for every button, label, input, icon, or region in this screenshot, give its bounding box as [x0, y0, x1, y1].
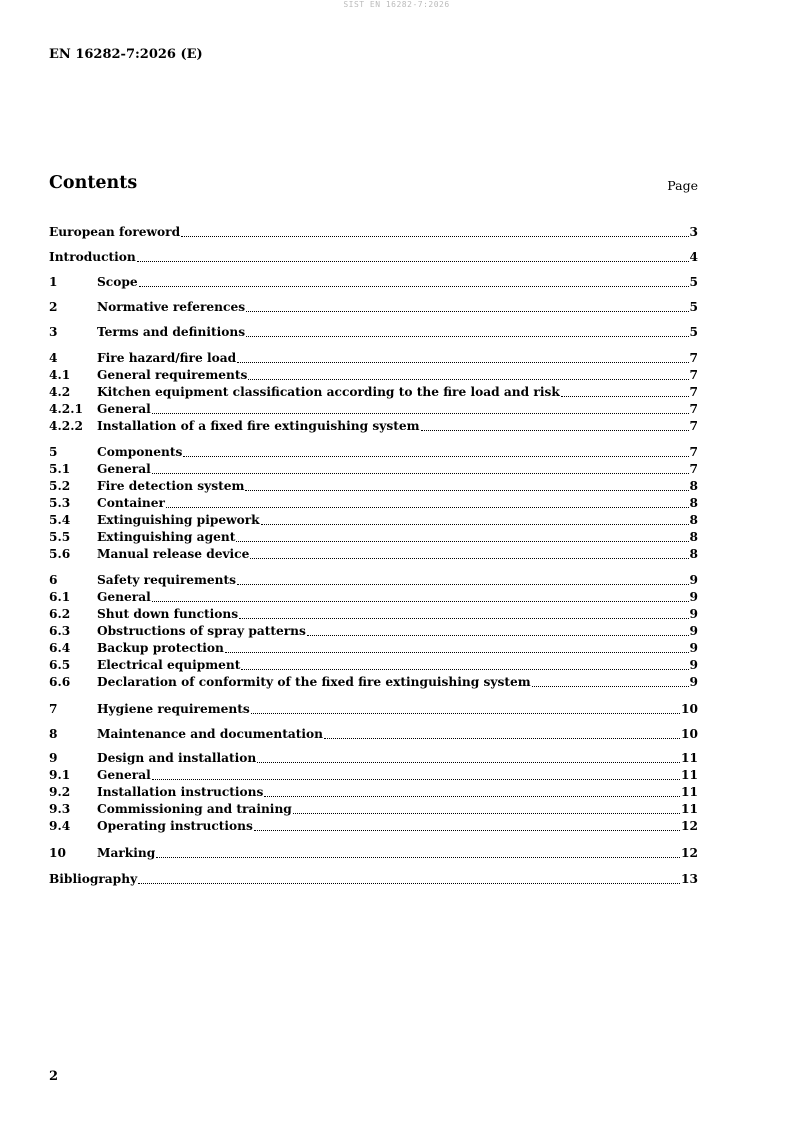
- toc-entry-page: 8: [689, 547, 698, 561]
- toc-entry-page: 7: [689, 351, 698, 365]
- toc-entry-page: 11: [681, 785, 698, 799]
- toc-entry-title: Shut down functions: [97, 607, 239, 621]
- toc-entry-title: Introduction: [49, 250, 136, 264]
- toc-entry-number: 8: [49, 727, 58, 741]
- toc-entry[interactable]: [49, 784, 698, 801]
- toc-entry-number: 6.2: [49, 607, 71, 621]
- toc-entry[interactable]: [49, 701, 698, 718]
- toc-entry[interactable]: [49, 384, 698, 401]
- dot-leader: [324, 737, 680, 739]
- toc-entry-number: 9.1: [49, 768, 71, 782]
- toc-entry-title: Obstructions of spray patterns: [97, 624, 306, 638]
- toc-entry-title: Fire hazard/fire load: [97, 351, 237, 365]
- toc-entry-title: General requirements: [97, 368, 248, 382]
- toc-entry[interactable]: [49, 401, 698, 418]
- toc-entry-page: 12: [681, 819, 698, 833]
- toc-entry-page: 7: [689, 462, 698, 476]
- toc-entry-page: 7: [689, 402, 698, 416]
- toc-entry[interactable]: [49, 572, 698, 589]
- toc-entry[interactable]: [49, 546, 698, 563]
- toc-entry-number: 4.2.2: [49, 419, 83, 433]
- toc-entry-page: 4: [689, 250, 698, 264]
- toc-entry[interactable]: [49, 367, 698, 384]
- contents-title: Contents: [49, 173, 138, 193]
- dot-leader: [166, 506, 689, 508]
- toc-entry-number: 5.5: [49, 530, 71, 544]
- dot-leader: [246, 335, 688, 337]
- toc-entry[interactable]: [49, 674, 698, 691]
- dot-leader: [257, 761, 680, 763]
- dot-leader: [138, 882, 680, 884]
- toc-entry-title: Design and installation: [97, 751, 257, 765]
- toc-entry-page: 11: [681, 768, 698, 782]
- toc-entry-title: Scope: [97, 275, 138, 289]
- toc-entry[interactable]: [49, 623, 698, 640]
- toc-entry-title: Manual release device: [97, 547, 250, 561]
- dot-leader: [236, 540, 688, 542]
- dot-leader: [152, 472, 689, 474]
- toc-entry-number: 6.5: [49, 658, 71, 672]
- toc-entry-number: 6: [49, 573, 58, 587]
- dot-leader: [293, 812, 680, 814]
- toc-entry-page: 9: [689, 607, 698, 621]
- toc-entry-page: 11: [681, 751, 698, 765]
- contents-header: [49, 173, 698, 197]
- toc-entry-page: 9: [689, 641, 698, 655]
- dot-leader: [251, 712, 680, 714]
- toc-entry[interactable]: [49, 845, 698, 862]
- toc-entry-page: 12: [681, 846, 698, 860]
- toc-entry-page: 9: [689, 624, 698, 638]
- dot-leader: [181, 235, 688, 237]
- toc-entry-number: 9: [49, 751, 58, 765]
- toc-entry-title: Maintenance and documentation: [97, 727, 324, 741]
- toc-entry-number: 9.4: [49, 819, 71, 833]
- toc-entry-title: Backup protection: [97, 641, 224, 655]
- toc-entry-page: 9: [689, 590, 698, 604]
- toc-entry[interactable]: [49, 478, 698, 495]
- toc-entry-title: General: [97, 462, 151, 476]
- toc-entry-title: Extinguishing agent: [97, 530, 236, 544]
- toc-entry[interactable]: [49, 224, 698, 241]
- toc-entry-page: 7: [689, 368, 698, 382]
- toc-entry[interactable]: [49, 750, 698, 767]
- page-number: 2: [49, 1069, 59, 1084]
- dot-leader: [421, 429, 689, 431]
- dot-leader: [532, 685, 689, 687]
- toc-entry-title: Installation instructions: [97, 785, 264, 799]
- toc-entry-title: Electrical equipment: [97, 658, 241, 672]
- toc-entry-title: Bibliography: [49, 872, 138, 886]
- toc-entry-number: 6.6: [49, 675, 71, 689]
- dot-leader: [156, 856, 680, 858]
- toc-entry-number: 5.6: [49, 547, 71, 561]
- dot-leader: [250, 557, 688, 559]
- toc-entry-page: 5: [689, 275, 698, 289]
- toc-entry-title: Declaration of conformity of the fixed fire extinguishing system: [97, 675, 531, 689]
- toc-entry[interactable]: [49, 801, 698, 818]
- toc-entry-title: European foreword: [49, 225, 181, 239]
- toc-entry-page: 13: [681, 872, 698, 886]
- toc-entry-number: 9.3: [49, 802, 71, 816]
- toc-entry-title: Extinguishing pipework: [97, 513, 260, 527]
- toc-entry-number: 9.2: [49, 785, 71, 799]
- dot-leader: [225, 651, 689, 653]
- dot-leader: [239, 617, 688, 619]
- dot-leader: [245, 489, 688, 491]
- toc-entry-number: 5.4: [49, 513, 71, 527]
- dot-leader: [139, 285, 689, 287]
- toc-entry-page: 5: [689, 325, 698, 339]
- toc-entry-number: 1: [49, 275, 58, 289]
- document-id: EN 16282-7:2026 (E): [49, 47, 203, 62]
- dot-leader: [183, 455, 688, 457]
- toc-entry-page: 10: [681, 702, 698, 716]
- toc-entry-page: 8: [689, 479, 698, 493]
- toc-entry-title: Safety requirements: [97, 573, 237, 587]
- toc-entry[interactable]: [49, 871, 698, 888]
- toc-entry-page: 5: [689, 300, 698, 314]
- dot-leader: [261, 523, 689, 525]
- toc-entry-title: Normative references: [97, 300, 246, 314]
- dot-leader: [237, 361, 688, 363]
- toc-entry-page: 7: [689, 445, 698, 459]
- toc-entry[interactable]: [49, 589, 698, 606]
- toc-entry-number: 3: [49, 325, 58, 339]
- toc-entry[interactable]: [49, 657, 698, 674]
- toc-entry-title: Fire detection system: [97, 479, 245, 493]
- dot-leader: [254, 829, 680, 831]
- toc-entry[interactable]: [49, 418, 698, 435]
- toc-entry-page: 9: [689, 658, 698, 672]
- toc-entry-title: General: [97, 402, 151, 416]
- toc-entry[interactable]: [49, 274, 698, 291]
- toc-entry[interactable]: [49, 249, 698, 266]
- toc-entry-page: 3: [689, 225, 698, 239]
- dot-leader: [152, 412, 689, 414]
- toc-entry-number: 5.3: [49, 496, 71, 510]
- dot-leader: [561, 395, 689, 397]
- toc-entry-page: 11: [681, 802, 698, 816]
- toc-entry-title: Hygiene requirements: [97, 702, 250, 716]
- toc-entry-number: 4.2.1: [49, 402, 83, 416]
- toc-entry-title: Marking: [97, 846, 156, 860]
- toc-entry-page: 10: [681, 727, 698, 741]
- toc-entry-title: General: [97, 590, 151, 604]
- dot-leader: [137, 260, 689, 262]
- toc-entry-number: 6.1: [49, 590, 71, 604]
- toc-entry[interactable]: [49, 512, 698, 529]
- toc-entry[interactable]: [49, 726, 698, 743]
- toc-entry[interactable]: [49, 495, 698, 512]
- dot-leader: [246, 310, 688, 312]
- toc-entry[interactable]: [49, 324, 698, 341]
- toc-entry-page: 8: [689, 513, 698, 527]
- toc-entry-number: 4.1: [49, 368, 71, 382]
- toc-entry-title: Commissioning and training: [97, 802, 292, 816]
- toc-entry[interactable]: [49, 444, 698, 461]
- dot-leader: [152, 778, 680, 780]
- toc-entry-title: Operating instructions: [97, 819, 253, 833]
- toc-entry[interactable]: [49, 529, 698, 546]
- toc-entry-number: 6.3: [49, 624, 71, 638]
- toc-entry-page: 9: [689, 573, 698, 587]
- dot-leader: [264, 795, 680, 797]
- dot-leader: [307, 634, 689, 636]
- toc-entry[interactable]: [49, 640, 698, 657]
- toc-entry-title: Kitchen equipment classification according to the fire load and risk: [97, 385, 560, 399]
- toc-entry-title: Components: [97, 445, 183, 459]
- toc-entry-page: 8: [689, 496, 698, 510]
- toc-entry-number: 4: [49, 351, 58, 365]
- toc-entry-number: 2: [49, 300, 58, 314]
- dot-leader: [241, 668, 688, 670]
- toc-entry-page: 7: [689, 419, 698, 433]
- toc-entry[interactable]: [49, 461, 698, 478]
- toc-entry[interactable]: [49, 767, 698, 784]
- page-column-label: Page: [667, 178, 698, 193]
- toc-entry-number: 7: [49, 702, 58, 716]
- toc-entry-title: Terms and definitions: [97, 325, 246, 339]
- toc-entry-page: 9: [689, 675, 698, 689]
- toc-entry[interactable]: [49, 299, 698, 316]
- toc-entry-number: 4.2: [49, 385, 71, 399]
- dot-leader: [152, 600, 689, 602]
- toc-entry[interactable]: [49, 606, 698, 623]
- toc-entry[interactable]: [49, 818, 698, 835]
- toc-entry-number: 5.2: [49, 479, 71, 493]
- toc-entry-number: 6.4: [49, 641, 71, 655]
- toc-entry[interactable]: [49, 350, 698, 367]
- watermark: SIST EN 16282-7:2026: [343, 0, 450, 9]
- toc-entry-title: Container: [97, 496, 165, 510]
- toc-entry-title: Installation of a fixed fire extinguishing system: [97, 419, 420, 433]
- dot-leader: [237, 583, 689, 585]
- toc-entry-number: 5: [49, 445, 58, 459]
- toc-entry-title: General: [97, 768, 151, 782]
- toc-entry-page: 7: [689, 385, 698, 399]
- toc-entry-number: 5.1: [49, 462, 71, 476]
- dot-leader: [248, 378, 688, 380]
- toc-entry-page: 8: [689, 530, 698, 544]
- toc-entry-number: 10: [49, 846, 66, 860]
